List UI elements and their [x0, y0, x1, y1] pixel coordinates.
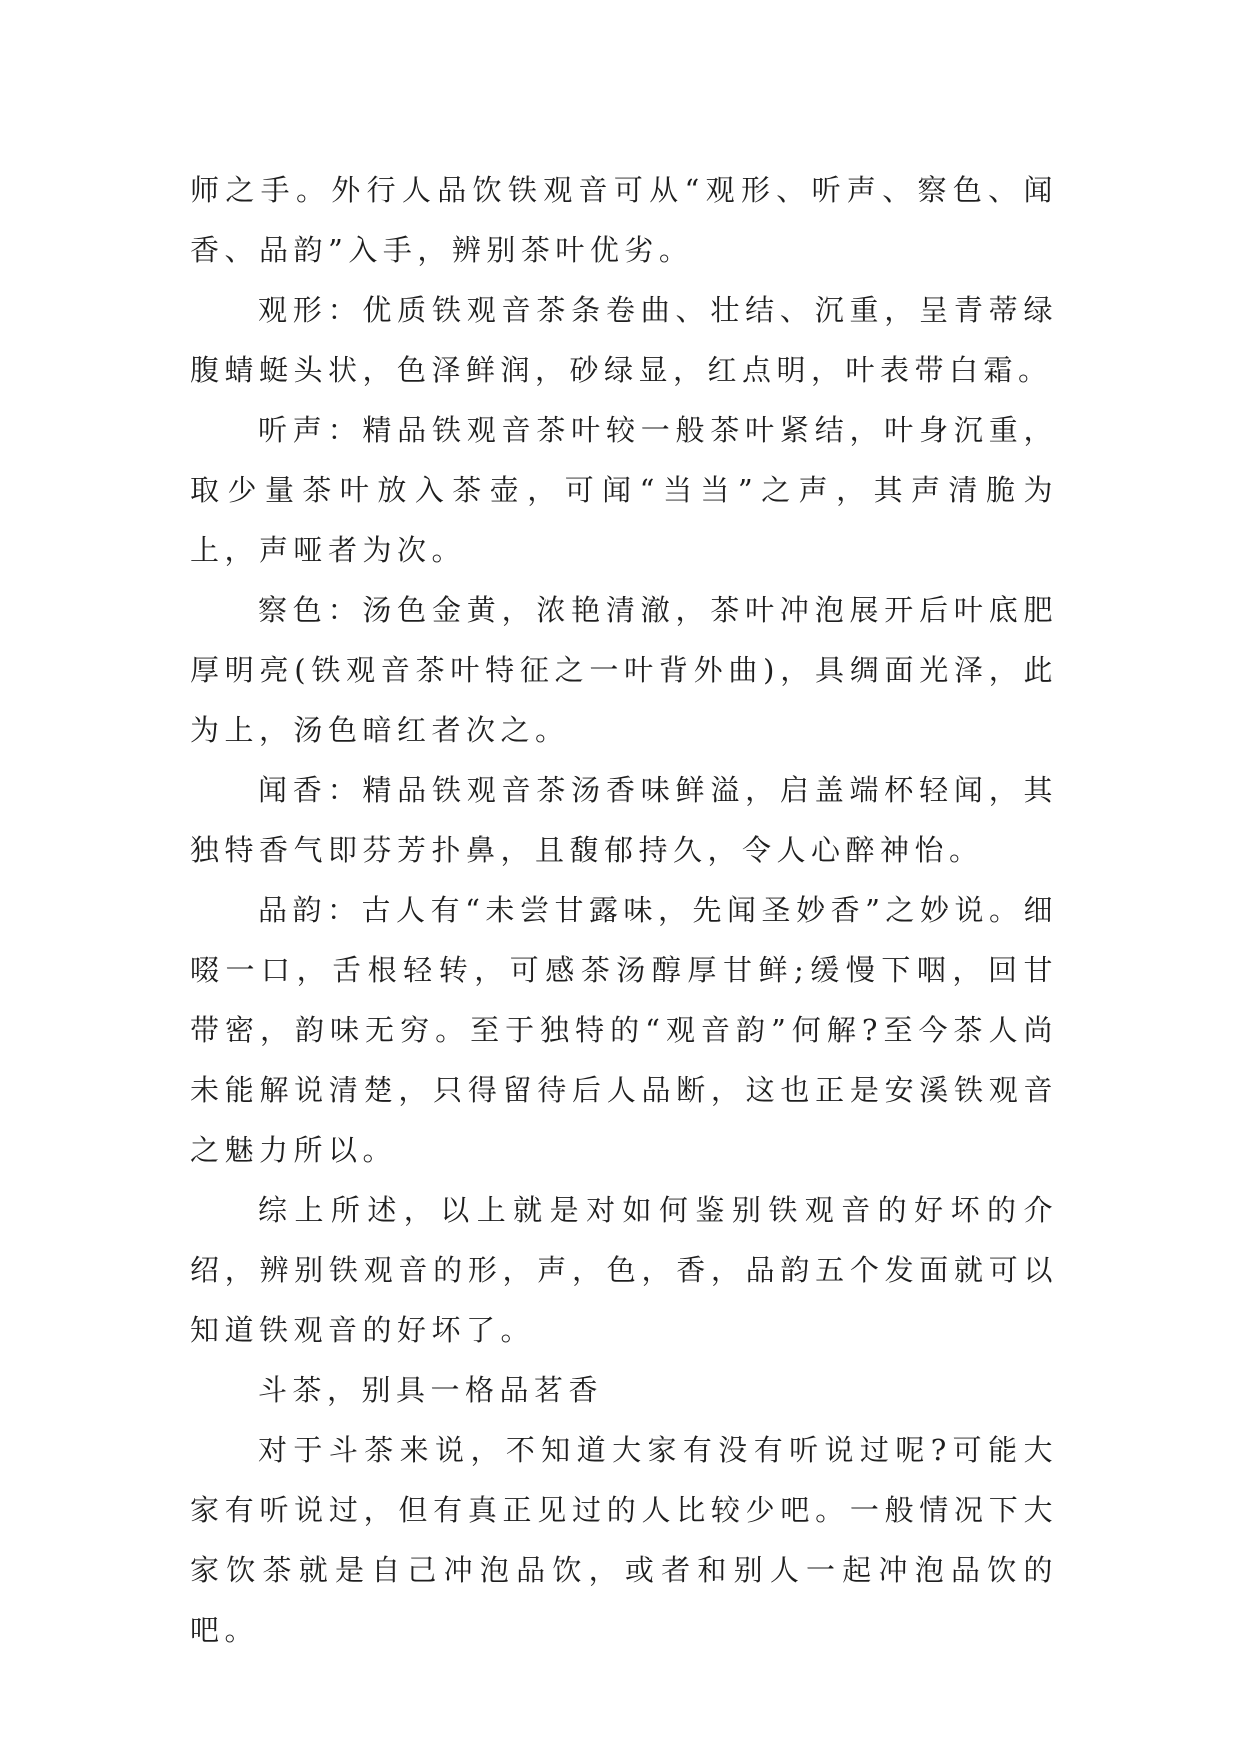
paragraph-tingsheng: 听声：精品铁观音茶叶较一般茶叶紧结，叶身沉重，取少量茶叶放入茶壶，可闻“当当”之声，其声清脆为上，声哑者为次。 — [190, 413, 1058, 567]
paragraph-wenxiang: 闻香：精品铁观音茶汤香味鲜溢，启盖端杯轻闻，其独特香气即芬芳扑鼻，且馥郁持久，令人心醉神怡。 — [190, 773, 1058, 867]
section-heading: 斗茶，别具一格品茗香 — [258, 1373, 604, 1407]
paragraph-doucha: 对于斗茶来说，不知道大家有没有听说过呢?可能大家有听说过，但有真正见过的人比较少吧。一般情况下大家饮茶就是自己冲泡品饮，或者和别人一起冲泡品饮的吧。 — [190, 1433, 1058, 1647]
paragraph-summary: 综上所述，以上就是对如何鉴别铁观音的好坏的介绍，辨别铁观音的形，声，色，香，品韵五个发面就可以知道铁观音的好坏了。 — [190, 1193, 1058, 1347]
paragraph-guanxing: 观形：优质铁观音茶条卷曲、壮结、沉重，呈青蒂绿腹蜻蜓头状，色泽鲜润，砂绿显，红点明，叶表带白霜。 — [190, 293, 1058, 387]
paragraph-continuation: 师之手。外行人品饮铁观音可从“观形、听声、察色、闻香、品韵”入手，辨别茶叶优劣。 — [190, 173, 1058, 267]
document-body — [190, 160, 1058, 1660]
paragraph-pinyun: 品韵：古人有“未尝甘露味，先闻圣妙香”之妙说。细啜一口，舌根轻转，可感茶汤醇厚甘鲜;缓慢下咽，回甘带密，韵味无穷。至于独特的“观音韵”何解?至今茶人尚未能解说清楚，只得留待后人品断，这也正是安溪铁观音之魅力所以。 — [190, 893, 1058, 1167]
paragraph-chase: 察色：汤色金黄，浓艳清澈，茶叶冲泡展开后叶底肥厚明亮(铁观音茶叶特征之一叶背外曲)，具绸面光泽，此为上，汤色暗红者次之。 — [190, 593, 1058, 747]
